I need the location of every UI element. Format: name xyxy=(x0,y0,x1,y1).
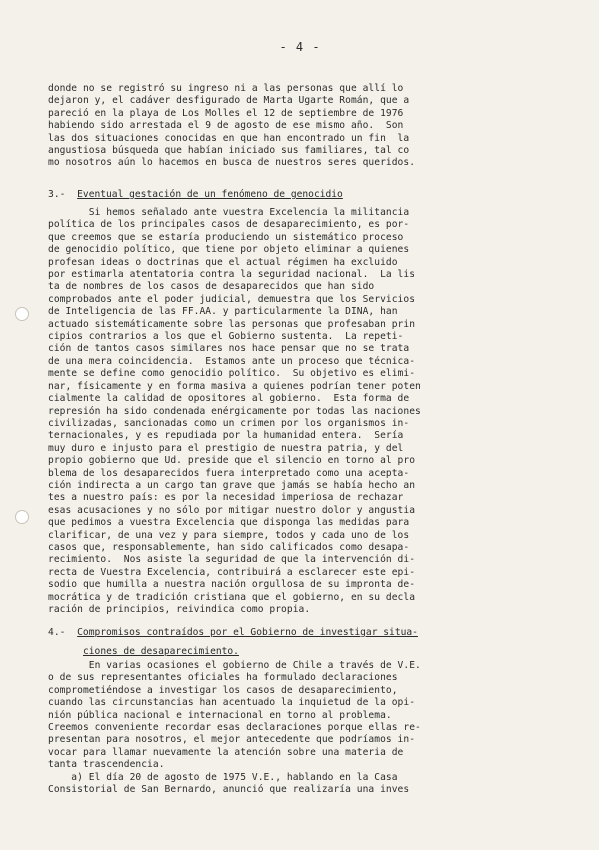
text-line: mente se define como genocidio político. Su objetivo es elimi- xyxy=(48,368,416,380)
text-line: dejaron y, el cadáver desfigurado de Marta Ugarte Román, que a xyxy=(48,95,410,107)
text-line: angustiosa búsqueda que habían iniciado sus familiares, tal co xyxy=(48,145,410,157)
paragraph-genocidio xyxy=(48,207,553,616)
text-line: pareció en la playa de Los Molles el 12 de septiembre de 1976 xyxy=(48,107,404,119)
text-line: a) El día 20 de agosto de 1975 V.E., hablando en la Casa xyxy=(48,771,398,783)
text-line: tes a nuestro país: es por la necesidad imperiosa de rechazar xyxy=(48,492,404,504)
text-line: de genocidio político, que tiene por objeto eliminar a quienes xyxy=(48,244,410,256)
text-line: Si hemos señalado ante vuestra Excelencia la militancia xyxy=(48,207,410,218)
text-line: por estimarla atentatoria contra la seguridad nacional. La lis xyxy=(48,269,416,281)
text-line: esas acusaciones y no sólo por mitigar nuestro dolor y angustia xyxy=(48,504,416,516)
text-line: cuando las circunstancias han acentuado la inquietud de la opi- xyxy=(48,697,416,709)
text-line: vocar para llamar nuevamente la atención sobre una materia de xyxy=(48,746,404,758)
section-number: 4.- xyxy=(48,627,66,638)
text-line: Creemos conveniente recordar esas declaraciones porque ellas re- xyxy=(48,722,421,734)
punch-hole xyxy=(15,510,29,524)
text-line: comprometiéndose a investigar los casos de desaparecimiento, xyxy=(48,684,398,696)
text-line: política de los principales casos de desaparecimiento, es por- xyxy=(48,219,410,231)
text-line: nión pública nacional e internacional en torno al problema. xyxy=(48,709,392,721)
text-line: recta de Vuestra Excelencia, contribuirá a esclarecer este epi- xyxy=(48,566,416,578)
text-line: ta de nombres de los casos de desaparecidos que han sido xyxy=(48,281,375,293)
text-line: ción indirecta a un cargo tan grave que jamás se había hecho an xyxy=(48,479,416,491)
section-heading-4 xyxy=(48,620,553,659)
text-line: comprobados ante el poder judicial, demuestra que los Servicios xyxy=(48,293,416,305)
text-line: habiendo sido arrestada el 9 de agosto de ese mismo año. Son xyxy=(48,120,404,132)
paragraph-continuation xyxy=(48,83,553,170)
text-line: recimiento. Nos asiste la seguridad de que la intervención di- xyxy=(48,554,416,566)
text-line: nar, físicamente y en forma masiva a quienes podrían tener poten xyxy=(48,380,421,392)
text-line: Consistorial de San Bernardo, anunció que realizaría una inves xyxy=(48,784,410,796)
text-line: profesan ideas o doctrinas que el actual régimen ha excluido xyxy=(48,256,398,268)
text-line: mo nosotros aún lo hacemos en busca de nuestros seres queridos. xyxy=(48,157,416,169)
text-line: las dos situaciones conocidas en que han encontrado un fin la xyxy=(48,132,410,144)
text-line: que creemos que se estaría produciendo un sistemático proceso xyxy=(48,231,404,243)
text-line: sodio que humilla a nuestra nación orgullosa de su impronta de- xyxy=(48,579,416,591)
text-line: En varias ocasiones el gobierno de Chile a través de V.E. xyxy=(48,660,421,671)
text-line: ración de principios, reivindica como propia. xyxy=(48,604,311,615)
text-line: civilizadas, sancionadas como un crimen por los organismos in- xyxy=(48,417,410,429)
page-number: - 4 - xyxy=(279,40,321,54)
section-heading-3 xyxy=(48,182,553,201)
text-line: blema de los desaparecidos fuera interpretado como una acepta- xyxy=(48,467,410,479)
text-line: ción de tantos casos similares nos hace pensar que no se trata xyxy=(48,343,410,355)
text-line: represión ha sido condenada enérgicamente por todas las naciones xyxy=(48,405,421,417)
text-line: de una mera coincidencia. Estamos ante un proceso que técnica- xyxy=(48,355,416,367)
section-number: 3.- xyxy=(48,189,66,200)
text-line: o de sus representantes oficiales ha formulado declaraciones xyxy=(48,672,398,684)
text-line: mocrática y de tradición cristiana que el gobierno, en su decla xyxy=(48,591,416,603)
text-line: donde no se registró su ingreso ni a las personas que allí lo xyxy=(48,83,404,94)
text-line: que pedimos a vuestra Excelencia que disponga las medidas para xyxy=(48,517,410,529)
text-line: tanta trascendencia. xyxy=(48,759,165,771)
text-line: cialmente la calidad de opositores al gobierno. Esta forma de xyxy=(48,393,410,405)
text-line: muy duro e injusto para el prestigio de nuestra patria, y del xyxy=(48,442,404,454)
text-line: actuado sistemáticamente sobre las personas que profesaban prin xyxy=(48,318,416,330)
text-line: clarificar, de una vez y para siempre, todos y cada uno de los xyxy=(48,529,410,541)
text-line: casos que, responsablemente, han sido calificados como desapa- xyxy=(48,541,410,553)
section-title: Compromisos contraídos por el Gobierno de investigar situa- xyxy=(77,627,418,638)
text-line: cipios contrarios a los que el Gobierno sustenta. La repeti- xyxy=(48,331,404,343)
text-line: de Inteligencia de las FF.AA. y particularmente la DINA, han xyxy=(48,306,398,318)
section-title-continuation: ciones de desaparecimiento. xyxy=(83,646,239,658)
paragraph-compromisos xyxy=(48,660,553,796)
section-title: Eventual gestación de un fenómeno de genocidio xyxy=(77,189,343,200)
punch-hole xyxy=(15,307,29,321)
text-line: propio gobierno que Ud. preside que el silencio en torno al pro xyxy=(48,455,416,467)
text-line: presentan para nosotros, el mejor antecedente que podríamos in- xyxy=(48,734,416,746)
text-line: ternacionales, y es repudiada por la humanidad entera. Sería xyxy=(48,430,404,442)
